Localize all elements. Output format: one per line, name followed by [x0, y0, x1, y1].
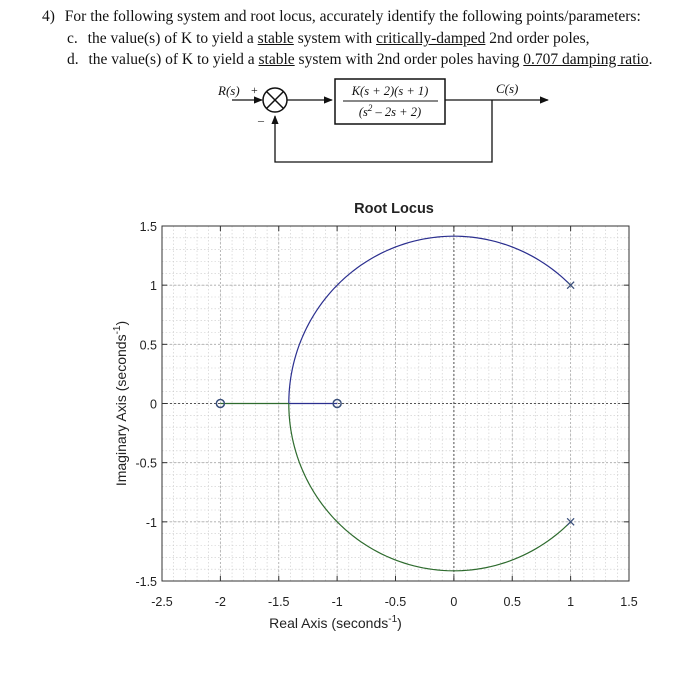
y-tick-label: 0.5	[139, 338, 157, 353]
problem-number: 4)	[42, 8, 55, 25]
item-d-label: d.	[67, 51, 79, 68]
item-d-mid: system with 2nd order poles having	[294, 51, 524, 68]
x-axis-label-exp: -1	[388, 614, 398, 625]
item-d-u2: 0.707 damping ratio	[523, 51, 649, 68]
y-axis-label	[112, 321, 129, 486]
x-tick-label: -2.5	[151, 595, 173, 609]
item-c-u2: critically-damped	[376, 30, 486, 47]
y-axis-label-text: Imaginary Axis (seconds	[113, 334, 129, 487]
x-axis-label-text: Real Axis (seconds	[269, 615, 389, 631]
item-c-u1: stable	[257, 30, 294, 47]
x-tick-label: 0.5	[503, 595, 521, 609]
x-tick-label: -0.5	[384, 595, 407, 609]
x-ticks	[151, 226, 638, 609]
tf-denominator-exp: 2	[367, 103, 373, 113]
x-tick-label: -2	[214, 595, 226, 609]
minus-sign: –	[258, 113, 264, 127]
y-tick-label: 0	[150, 397, 157, 412]
x-axis-label	[269, 614, 402, 631]
item-d-u1: stable	[258, 51, 295, 68]
input-label: R(s)	[218, 83, 240, 98]
plus-sign: +	[251, 83, 258, 97]
y-tick-label: -0.5	[135, 456, 157, 471]
item-d-pre: the value(s) of K to yield a	[88, 51, 259, 68]
item-c-label: c.	[67, 30, 78, 47]
tf-denominator-b: – 2s + 2)	[372, 105, 422, 119]
y-tick-label: 1.5	[139, 220, 157, 234]
problem-intro: For the following system and root locus, accurately identify the following points/parameters:	[64, 8, 641, 25]
x-tick-label: -1	[331, 595, 343, 609]
y-tick-label: -1.5	[135, 575, 157, 589]
x-axis-label-close: )	[397, 615, 402, 631]
x-tick-label: -1.5	[267, 595, 290, 609]
x-tick-label: 1.5	[620, 595, 638, 609]
x-tick-label: 1	[567, 595, 575, 609]
output-label: C(s)	[496, 81, 519, 96]
item-c-post: 2nd order poles,	[485, 30, 590, 47]
y-tick-label: 1	[150, 279, 157, 294]
chart-title: Root Locus	[354, 201, 434, 217]
item-c-pre: the value(s) of K to yield a	[87, 30, 258, 47]
tf-numerator: K(s + 2)(s + 1)	[351, 84, 429, 98]
y-tick-label: -1	[145, 515, 157, 530]
tf-denominator-a: (s	[358, 105, 368, 119]
item-c-mid: system with	[293, 30, 377, 47]
y-axis-label-close: )	[113, 320, 129, 326]
x-tick-label: 0	[450, 595, 458, 609]
y-axis-label-exp: -1	[112, 325, 123, 335]
item-d-post: .	[648, 51, 653, 68]
